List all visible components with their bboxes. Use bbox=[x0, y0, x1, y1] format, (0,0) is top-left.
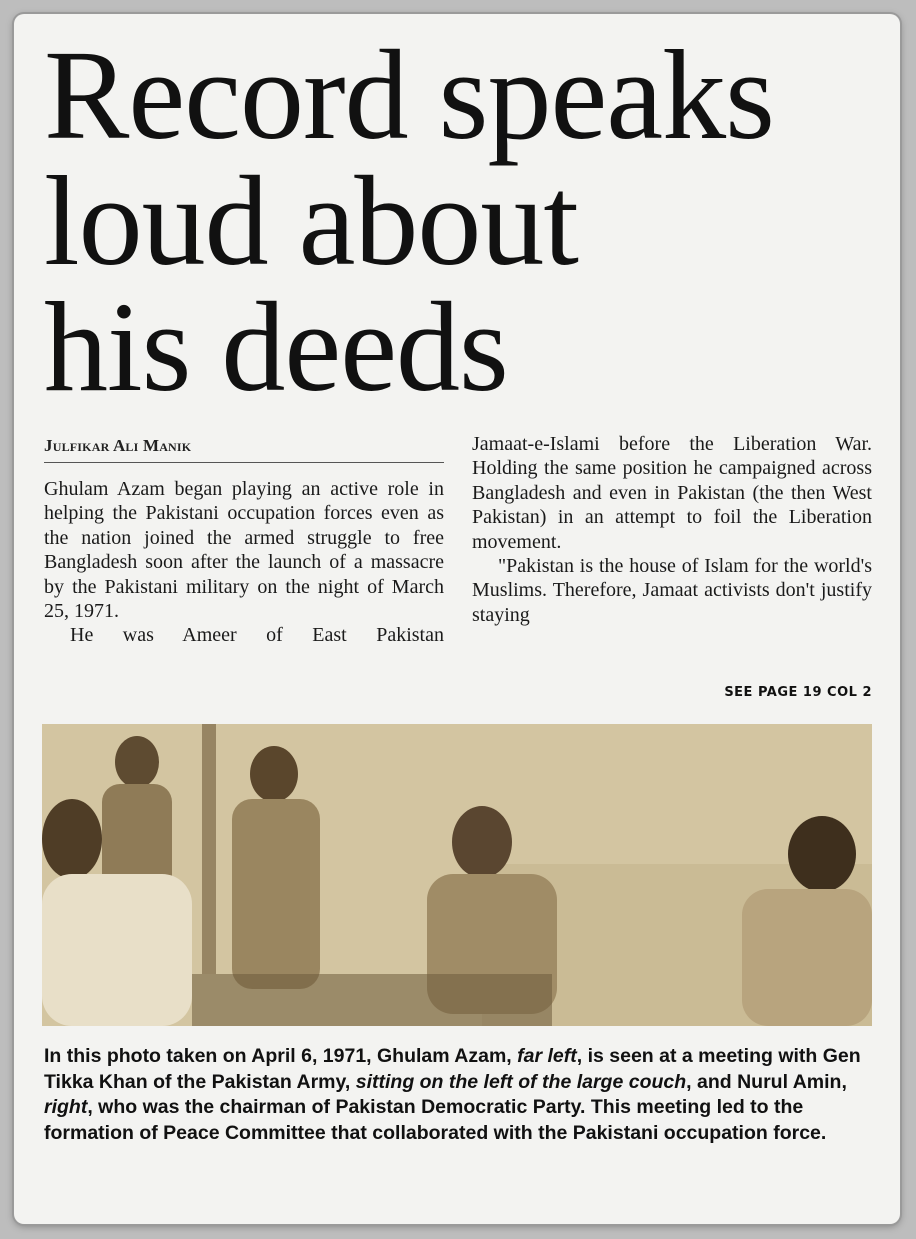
archival-photo bbox=[42, 724, 872, 1026]
article-column-2 bbox=[472, 432, 872, 627]
caption-emphasis: sitting on the left of the large couch bbox=[355, 1070, 687, 1093]
photo-caption bbox=[44, 1044, 874, 1146]
person-head bbox=[788, 816, 856, 892]
photo-figures bbox=[42, 724, 872, 1026]
person-body bbox=[232, 799, 320, 989]
caption-text: , is seen at a meeting with Gen Tikka Khan of the Pakistan Army, bbox=[44, 1045, 861, 1093]
person-body bbox=[42, 874, 192, 1026]
headline-line-1: Record speaks bbox=[44, 24, 774, 166]
person-head bbox=[42, 799, 102, 879]
article-paragraph: Jamaat-e-Islami before the Liberation War. Holding the same position he campaigned across Bangladesh and even in Pakistan (the then West Pakistan) in an attempt to foil the Liberation movement. bbox=[472, 433, 872, 553]
article-paragraph: Ghulam Azam began playing an active role in helping the Pakistani occupation forces even as the nation joined the armed struggle to free Bangladesh soon after the launch of a massacre by the Pakistani military on the night of March 25, 1971. bbox=[44, 478, 444, 623]
person-head bbox=[250, 746, 298, 802]
headline-line-2: loud about bbox=[44, 150, 578, 292]
caption-emphasis: far left bbox=[517, 1045, 577, 1067]
caption-text: In this photo taken on April 6, 1971, Ghulam Azam, bbox=[44, 1045, 518, 1067]
person-body bbox=[742, 889, 872, 1026]
article-column-1 bbox=[44, 477, 444, 648]
person-head bbox=[452, 806, 512, 878]
table bbox=[192, 974, 552, 1026]
article-paragraph: "Pakistan is the house of Islam for the world's Muslims. Therefore, Jamaat activists don't justify staying bbox=[472, 555, 872, 626]
byline: Julfikar Ali Manik bbox=[44, 436, 444, 463]
person-head bbox=[115, 736, 159, 788]
pillar bbox=[202, 724, 216, 974]
caption-emphasis: right bbox=[44, 1096, 88, 1118]
headline-line-3: his deeds bbox=[44, 276, 508, 418]
article-paragraph: He was Ameer of East Pakistan bbox=[70, 624, 444, 647]
caption-text: , and Nurul Amin, bbox=[686, 1070, 847, 1093]
headline bbox=[44, 24, 884, 418]
newspaper-clipping bbox=[14, 14, 900, 1224]
caption-text: , who was the chairman of Pakistan Democratic Party. This meeting led to the formation of Peace Committee that collaborated with the Pakistani occupation force. bbox=[44, 1096, 827, 1144]
jump-reference: SEE PAGE 19 COL 2 bbox=[724, 685, 872, 700]
